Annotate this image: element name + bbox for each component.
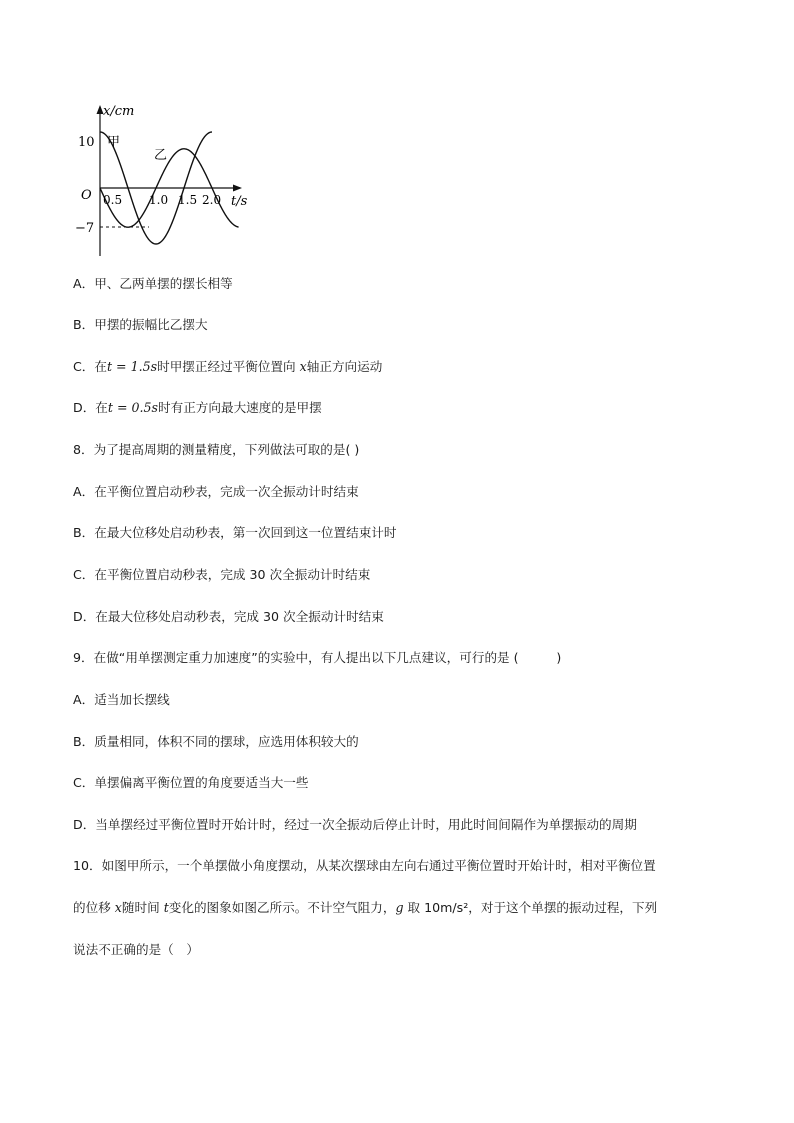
q10-stem-line-1: 10．如图甲所示，一个单摆做小角度摆动，从某次摆球由左向右通过平衡位置时开始计时，相对平衡位置 (73, 858, 656, 873)
q10-var-g: g (395, 900, 404, 915)
q7-c-suffix: 轴正方向运动 (306, 359, 383, 374)
q10-l2-a: 的位移 (73, 900, 111, 915)
q7-d-suffix: 时有正方向最大速度的是甲摆 (158, 400, 322, 415)
q8-option-d: D．在最大位移处启动秒表，完成 30 次全振动计时结束 (73, 609, 384, 624)
q10-stem-line-2 (73, 900, 657, 916)
x-tick-2-0: 2.0 (202, 193, 222, 207)
q7-option-b: B．甲摆的振幅比乙摆大 (73, 317, 208, 332)
q8-option-c: C．在平衡位置启动秒表，完成 30 次全振动计时结束 (73, 567, 371, 582)
curve-label-jia: 甲 (107, 135, 121, 150)
q9-option-c: C．单摆偏离平衡位置的角度要适当大一些 (73, 775, 309, 790)
q7-option-d (73, 400, 322, 416)
curve-label-yi: 乙 (154, 148, 168, 163)
q10-l2-d: 取 10m/s²，对于这个单摆的振动过程，下列 (407, 900, 658, 915)
q7-c-mid: 时甲摆正经过平衡位置向 (157, 359, 296, 374)
q8-option-a: A．在平衡位置启动秒表，完成一次全振动计时结束 (73, 484, 359, 499)
q7-c-formula: t = 1.5s (106, 359, 158, 374)
y-axis-label: x/cm (103, 104, 135, 119)
q7-d-formula: t = 0.5s (107, 400, 159, 415)
oscillation-graph (70, 96, 260, 258)
q8-option-b: B．在最大位移处启动秒表，第一次回到这一位置结束计时 (73, 525, 397, 540)
q7-c-var: x (299, 359, 307, 374)
x-tick-1-0: 1.0 (149, 193, 169, 207)
oscillation-graph-svg (70, 96, 260, 258)
q9-option-b: B．质量相同，体积不同的摆球，应选用体积较大的 (73, 734, 359, 749)
q10-var-x: x (114, 900, 122, 915)
origin-label: O (81, 188, 92, 203)
q7-option-c (73, 359, 382, 375)
q9-option-d: D．当单摆经过平衡位置时开始计时，经过一次全振动后停止计时，用此时间间隔作为单摆振动的周期 (73, 817, 637, 832)
x-tick-0-5: 0.5 (103, 193, 123, 207)
x-axis-arrow (233, 185, 242, 192)
y-tick-10: 10 (78, 135, 95, 150)
q7-d-prefix: D．在 (73, 400, 108, 415)
q10-stem-line-3: 说法不正确的是（ ） (73, 942, 199, 957)
q10-var-t: t (163, 900, 169, 915)
q10-l2-b: 随时间 (121, 900, 160, 915)
q7-option-a: A．甲、乙两单摆的摆长相等 (73, 276, 233, 291)
q7-c-prefix: C．在 (73, 359, 107, 374)
q10-l2-c: 变化的图象如图乙所示。不计空气阻力， (168, 900, 396, 915)
q9-option-a: A．适当加长摆线 (73, 692, 170, 707)
x-axis-label: t/s (231, 194, 248, 209)
q9-stem: 9．在做“用单摆测定重力加速度”的实验中，有人提出以下几点建议，可行的是 ( ) (73, 650, 562, 665)
x-tick-1-5: 1.5 (178, 193, 198, 207)
q8-stem: 8．为了提高周期的测量精度，下列做法可取的是( ) (73, 442, 360, 457)
y-tick-neg7: −7 (75, 221, 95, 236)
